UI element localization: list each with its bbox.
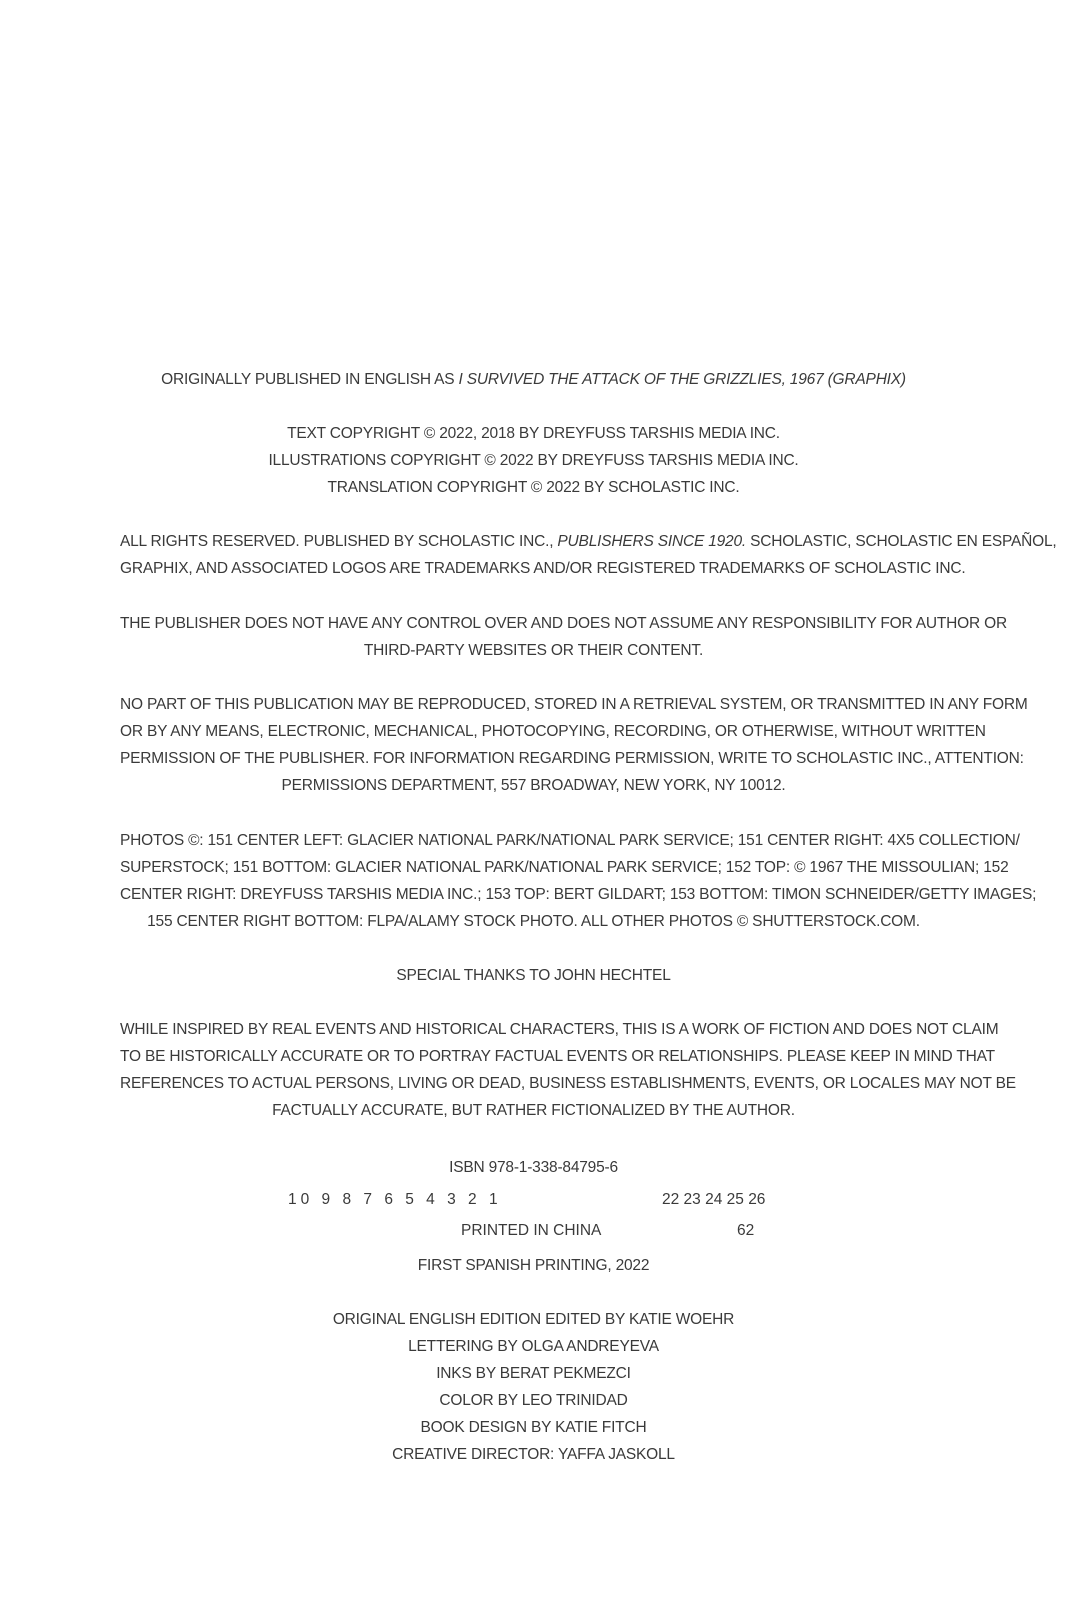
photo-credit-line: CENTER RIGHT: DREYFUSS TARSHIS MEDIA INC.; 153 TOP: BERT GILDART; 153 BOTTOM: TIMON SCHNEIDER/GETTY IMAGES;: [120, 886, 1037, 903]
original-publication-notice: [120, 366, 947, 393]
reproduction-notice: [120, 691, 1028, 799]
fiction-disclaimer: [120, 1016, 1016, 1124]
photo-credit-line: 155 CENTER RIGHT BOTTOM: FLPA/ALAMY STOCK PHOTO. ALL OTHER PHOTOS © SHUTTERSTOCK.COM.: [147, 913, 920, 930]
credit-line: INKS BY BERAT PEKMEZCI: [436, 1365, 631, 1382]
rights-line: GRAPHIX, AND ASSOCIATED LOGOS ARE TRADEMARKS AND/OR REGISTERED TRADEMARKS OF SCHOLASTIC INC.: [120, 560, 966, 577]
credit-line: LETTERING BY OLGA ANDREYEVA: [408, 1338, 659, 1355]
publisher-notice-line: THE PUBLISHER DOES NOT HAVE ANY CONTROL OVER AND DOES NOT ASSUME ANY RESPONSIBILITY FOR AUTHOR OR: [120, 615, 1007, 632]
isbn: [120, 1154, 947, 1181]
reproduction-notice-line: PERMISSIONS DEPARTMENT, 557 BROADWAY, NEW YORK, NY 10012.: [281, 777, 786, 794]
production-credits: [120, 1306, 947, 1468]
printer-code: 62: [737, 1222, 755, 1239]
reproduction-notice-line: PERMISSION OF THE PUBLISHER. FOR INFORMATION REGARDING PERMISSION, WRITE TO SCHOLASTIC INC., ATTENTION:: [120, 750, 1024, 767]
special-thanks-line: SPECIAL THANKS TO JOHN HECHTEL: [396, 967, 671, 984]
publisher-notice: [120, 610, 1007, 664]
credit-line: COLOR BY LEO TRINIDAD: [439, 1392, 628, 1409]
first-printing-line: FIRST SPANISH PRINTING, 2022: [417, 1257, 650, 1274]
printed-in-country: PRINTED IN CHINA: [461, 1222, 602, 1239]
fiction-disclaimer-line: FACTUALLY ACCURATE, BUT RATHER FICTIONALIZED BY THE AUTHOR.: [272, 1102, 795, 1119]
first-printing: [120, 1252, 947, 1279]
original-publication-prefix: ORIGINALLY PUBLISHED IN ENGLISH AS: [161, 371, 459, 388]
rights-line: [120, 528, 1057, 555]
copyright-line: ILLUSTRATIONS COPYRIGHT © 2022 BY DREYFUSS TARSHIS MEDIA INC.: [268, 452, 799, 469]
publisher-notice-line: THIRD-PARTY WEBSITES OR THEIR CONTENT.: [363, 642, 704, 659]
credit-line: CREATIVE DIRECTOR: YAFFA JASKOLL: [392, 1446, 675, 1463]
credit-line: ORIGINAL ENGLISH EDITION EDITED BY KATIE WOEHR: [332, 1311, 735, 1328]
special-thanks: [120, 962, 947, 989]
copyright-block: [120, 420, 947, 501]
fiction-disclaimer-line: TO BE HISTORICALLY ACCURATE OR TO PORTRAY FACTUAL EVENTS OR RELATIONSHIPS. PLEASE KEEP IN MIND THAT: [120, 1048, 995, 1065]
photo-credit-line: SUPERSTOCK; 151 BOTTOM: GLACIER NATIONAL PARK/NATIONAL PARK SERVICE; 152 TOP: © 1967 THE MISSOULIAN; 152: [120, 859, 1009, 876]
fiction-disclaimer-line: WHILE INSPIRED BY REAL EVENTS AND HISTORICAL CHARACTERS, THIS IS A WORK OF FICTION AND DOES NOT CLAIM: [120, 1021, 999, 1038]
printing-years: 22 23 24 25 26: [662, 1191, 766, 1208]
copyright-line: TEXT COPYRIGHT © 2022, 2018 BY DREYFUSS TARSHIS MEDIA INC.: [287, 425, 780, 442]
rights-trademarks: SCHOLASTIC, SCHOLASTIC EN ESPAÑOL,: [746, 533, 1057, 550]
reproduction-notice-line: OR BY ANY MEANS, ELECTRONIC, MECHANICAL, PHOTOCOPYING, RECORDING, OR OTHERWISE, WITHOUT WRITTEN: [120, 723, 986, 740]
original-title: I SURVIVED THE ATTACK OF THE GRIZZLIES, 1967 (GRAPHIX): [458, 371, 906, 388]
photo-credit-line: PHOTOS ©: 151 CENTER LEFT: GLACIER NATIONAL PARK/NATIONAL PARK SERVICE; 151 CENTER RIGHT: 4X5 COLLECTION/: [120, 832, 1020, 849]
rights-reserved-block: [120, 528, 1057, 582]
reproduction-notice-line: NO PART OF THIS PUBLICATION MAY BE REPRODUCED, STORED IN A RETRIEVAL SYSTEM, OR TRANSMITTED IN ANY FORM: [120, 696, 1028, 713]
printing-numbers: 10 9 8 7 6 5 4 3 2 1: [288, 1191, 502, 1208]
isbn-line: ISBN 978-1-338-84795-6: [449, 1159, 618, 1176]
rights-text: ALL RIGHTS RESERVED. PUBLISHED BY SCHOLASTIC INC.,: [120, 533, 558, 550]
copyright-line: TRANSLATION COPYRIGHT © 2022 BY SCHOLASTIC INC.: [327, 479, 740, 496]
publishers-since: PUBLISHERS SINCE 1920.: [557, 533, 746, 550]
credit-line: BOOK DESIGN BY KATIE FITCH: [420, 1419, 647, 1436]
original-publication-line: [120, 366, 947, 393]
photo-credits: [120, 827, 1037, 935]
fiction-disclaimer-line: REFERENCES TO ACTUAL PERSONS, LIVING OR DEAD, BUSINESS ESTABLISHMENTS, EVENTS, OR LOCALES MAY NOT BE: [120, 1075, 1016, 1092]
